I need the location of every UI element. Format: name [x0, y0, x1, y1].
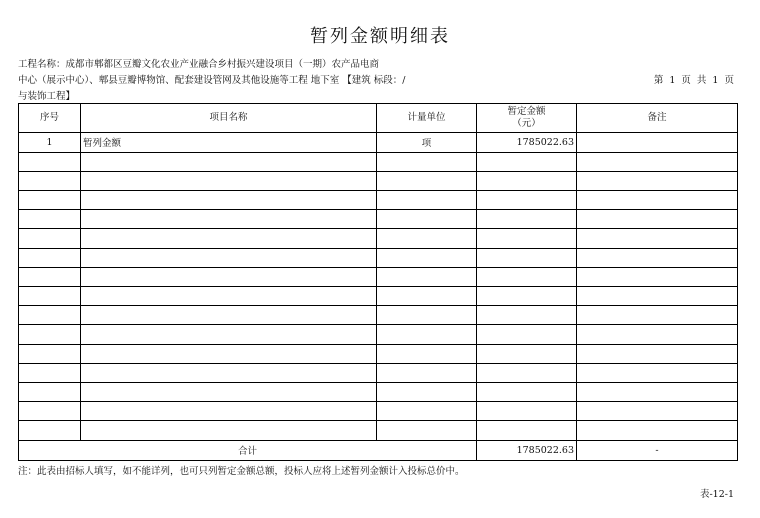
cell-remark: [577, 382, 738, 401]
cell-remark: [577, 363, 738, 382]
cell-unit: [377, 286, 477, 305]
cell-no: [19, 286, 81, 305]
cell-unit: [377, 210, 477, 229]
cell-name: [81, 171, 377, 190]
cell-no: [19, 210, 81, 229]
header-amount: [477, 104, 577, 133]
cell-amount: [477, 171, 577, 190]
cell-remark: [577, 421, 738, 440]
cell-unit: 项: [377, 133, 477, 152]
cell-name: [81, 190, 377, 209]
cell-unit: [377, 363, 477, 382]
cell-amount: [477, 190, 577, 209]
cell-no: [19, 152, 81, 171]
table-row: [19, 229, 738, 248]
cell-unit: [377, 267, 477, 286]
cell-amount: [477, 267, 577, 286]
cell-amount: [477, 421, 577, 440]
cell-name: 暂列金额: [81, 133, 377, 152]
cell-unit: [377, 152, 477, 171]
cell-name: [81, 382, 377, 401]
cell-amount: [477, 382, 577, 401]
project-name-line-2: 中心（展示中心）、郫县豆瓣博物馆、配套建设管网及其他设施等工程 地下室 【建筑 标段：/: [18, 75, 406, 86]
table-row: [19, 306, 738, 325]
project-name-line-3: 与装饰工程】: [18, 91, 76, 102]
cell-remark: [577, 133, 738, 152]
cell-no: [19, 363, 81, 382]
cell-name: [81, 421, 377, 440]
table-row: [19, 267, 738, 286]
cell-amount: [477, 344, 577, 363]
total-label: 合计: [19, 440, 477, 460]
table-row: [19, 421, 738, 440]
cell-amount: [477, 306, 577, 325]
cell-name: [81, 363, 377, 382]
cell-amount: 1785022.63: [477, 133, 577, 152]
table-row: [19, 344, 738, 363]
header-name: 项目名称: [81, 104, 377, 133]
table-row: [19, 152, 738, 171]
cell-remark: [577, 229, 738, 248]
table-header-row: [19, 104, 738, 133]
cell-unit: [377, 382, 477, 401]
cell-unit: [377, 325, 477, 344]
cell-name: [81, 344, 377, 363]
cell-name: [81, 152, 377, 171]
table-row: [19, 382, 738, 401]
cell-amount: [477, 325, 577, 344]
project-name-line-1: 工程名称：成都市郫都区豆瓣文化农业产业融合乡村振兴建设项目（一期）农产品电商: [18, 59, 380, 70]
page-info: 第 1 页 共 1 页: [653, 75, 734, 86]
cell-unit: [377, 229, 477, 248]
cell-amount: [477, 152, 577, 171]
cell-remark: [577, 286, 738, 305]
cell-name: [81, 306, 377, 325]
cell-unit: [377, 171, 477, 190]
cell-amount: [477, 210, 577, 229]
cell-remark: [577, 248, 738, 267]
cell-remark: [577, 402, 738, 421]
cell-remark: [577, 190, 738, 209]
cell-no: [19, 229, 81, 248]
cell-no: [19, 248, 81, 267]
cell-amount: [477, 248, 577, 267]
total-amount: 1785022.63: [477, 440, 577, 460]
cell-remark: [577, 210, 738, 229]
cell-remark: [577, 152, 738, 171]
cell-name: [81, 248, 377, 267]
cell-unit: [377, 306, 477, 325]
cell-unit: [377, 421, 477, 440]
cell-remark: [577, 267, 738, 286]
cell-no: [19, 267, 81, 286]
cell-name: [81, 325, 377, 344]
table-row: [19, 325, 738, 344]
table-row: [19, 190, 738, 209]
cell-no: [19, 190, 81, 209]
table-row: [19, 248, 738, 267]
cell-name: [81, 267, 377, 286]
cell-no: [19, 325, 81, 344]
cell-no: [19, 382, 81, 401]
cell-name: [81, 229, 377, 248]
table-row: [19, 286, 738, 305]
header-remark: 备注: [577, 104, 738, 133]
cell-no: [19, 306, 81, 325]
table-note: 注：此表由招标人填写，如不能详列，也可只列暂定金额总额，投标人应将上述暂列金额计入投标总价中。: [18, 466, 465, 477]
cell-name: [81, 286, 377, 305]
cell-amount: [477, 229, 577, 248]
header-amount-label: 暂定金额: [507, 106, 546, 118]
table-row: [19, 363, 738, 382]
header-unit: 计量单位: [377, 104, 477, 133]
cell-no: [19, 421, 81, 440]
total-row: [19, 440, 738, 460]
header-amount-unit: （元）: [512, 118, 541, 130]
cell-name: [81, 210, 377, 229]
total-remark: -: [577, 440, 738, 460]
cell-no: [19, 402, 81, 421]
table-row: [19, 171, 738, 190]
cell-remark: [577, 171, 738, 190]
table-row: [19, 210, 738, 229]
cell-remark: [577, 325, 738, 344]
cell-amount: [477, 286, 577, 305]
cell-unit: [377, 190, 477, 209]
cell-amount: [477, 363, 577, 382]
cell-unit: [377, 344, 477, 363]
form-number: 表-12-1: [699, 489, 734, 500]
page-title: 暂列金额明细表: [310, 26, 450, 47]
cell-name: [81, 402, 377, 421]
cell-no: [19, 171, 81, 190]
table-row: [19, 402, 738, 421]
cell-remark: [577, 344, 738, 363]
cell-unit: [377, 402, 477, 421]
cell-no: [19, 344, 81, 363]
header-no: 序号: [19, 104, 81, 133]
cell-unit: [377, 248, 477, 267]
provisional-sum-table: [18, 103, 738, 461]
cell-no: 1: [19, 133, 81, 152]
cell-remark: [577, 306, 738, 325]
table-row: [19, 133, 738, 152]
cell-amount: [477, 402, 577, 421]
